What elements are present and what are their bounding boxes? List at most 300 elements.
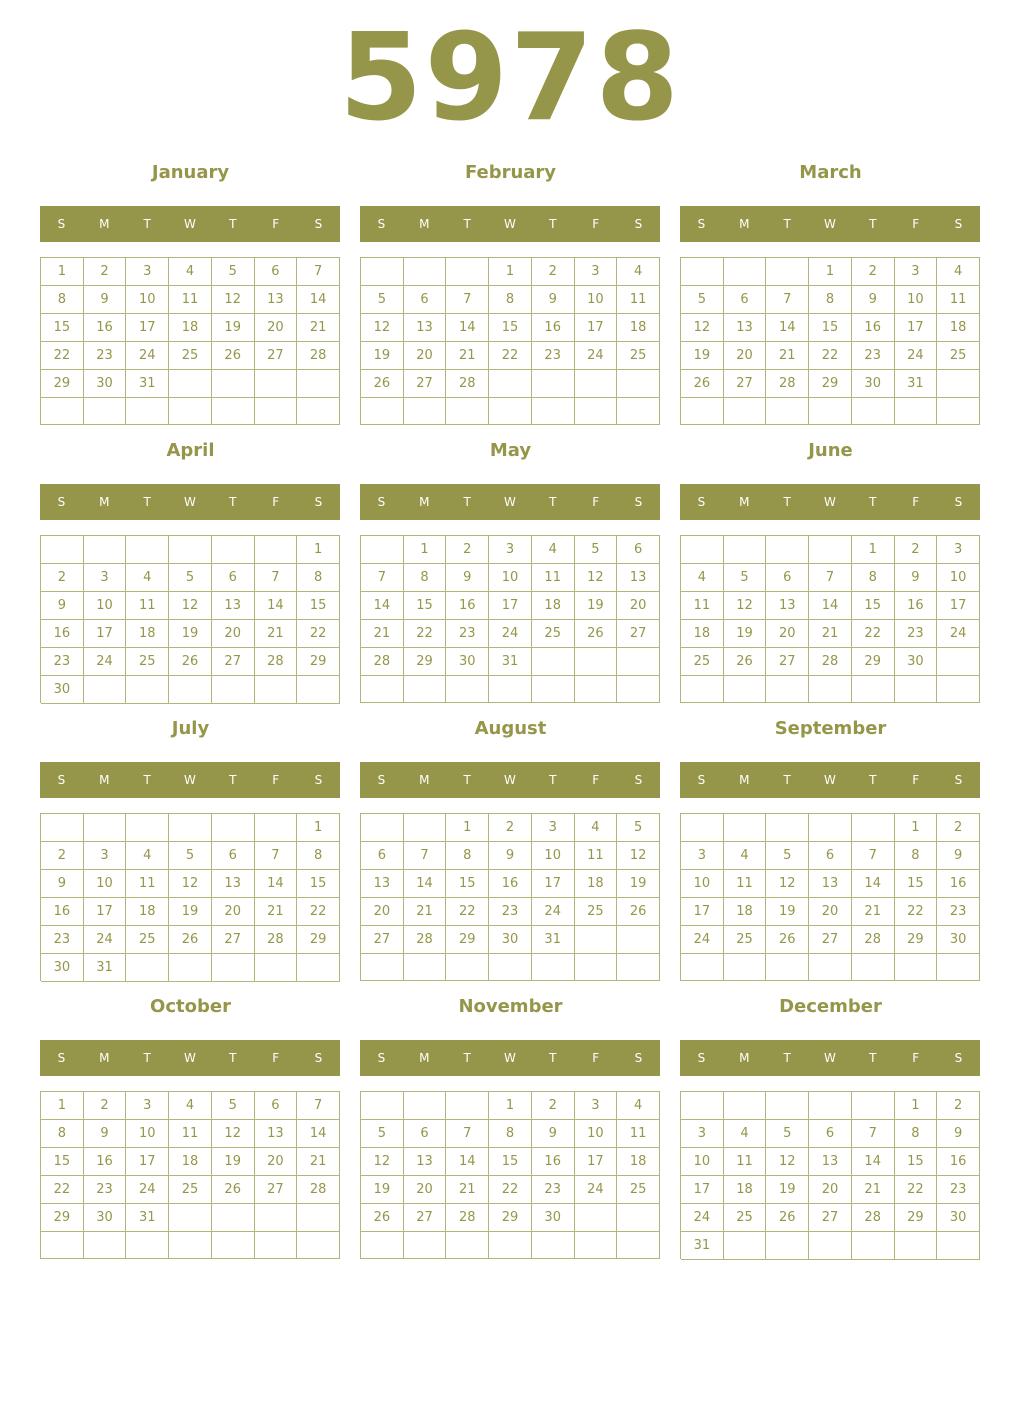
day-cell: 30 <box>937 926 980 954</box>
day-cell <box>852 1232 895 1260</box>
day-cell <box>575 370 618 398</box>
day-cell: 8 <box>852 564 895 592</box>
weekday-label: T <box>549 217 557 231</box>
day-cell <box>895 398 938 425</box>
day-cell: 11 <box>126 592 169 620</box>
day-cell: 20 <box>255 314 298 342</box>
day-cell: 10 <box>681 870 724 898</box>
day-cell: 6 <box>212 564 255 592</box>
day-cell: 2 <box>937 814 980 842</box>
day-cell: 11 <box>575 842 618 870</box>
day-cell: 25 <box>617 1176 660 1204</box>
day-cell: 27 <box>617 620 660 648</box>
day-cell: 15 <box>41 1148 84 1176</box>
day-cell: 16 <box>41 620 84 648</box>
day-grid <box>360 535 660 703</box>
day-cell <box>617 676 660 703</box>
day-cell <box>255 954 298 982</box>
day-cell <box>84 398 127 425</box>
weekday-header-bar <box>40 484 340 520</box>
day-cell: 6 <box>404 1120 447 1148</box>
day-cell: 20 <box>404 342 447 370</box>
day-cell: 7 <box>361 564 404 592</box>
day-cell: 8 <box>297 564 340 592</box>
day-cell: 2 <box>41 842 84 870</box>
day-cell: 6 <box>809 842 852 870</box>
day-cell: 25 <box>532 620 575 648</box>
day-cell: 31 <box>126 370 169 398</box>
day-cell <box>361 954 404 981</box>
day-cell <box>617 954 660 981</box>
day-cell: 17 <box>681 898 724 926</box>
day-cell: 5 <box>212 1092 255 1120</box>
day-cell: 22 <box>297 898 340 926</box>
day-cell: 5 <box>617 814 660 842</box>
day-cell: 4 <box>724 1120 767 1148</box>
weekday-label: W <box>504 773 516 787</box>
day-cell: 21 <box>404 898 447 926</box>
day-cell <box>169 370 212 398</box>
day-cell <box>446 1092 489 1120</box>
weekday-label: W <box>184 1051 196 1065</box>
day-cell: 7 <box>852 1120 895 1148</box>
day-cell <box>895 1232 938 1260</box>
day-cell: 16 <box>937 870 980 898</box>
day-cell <box>169 536 212 564</box>
day-cell <box>681 536 724 564</box>
day-cell: 25 <box>681 648 724 676</box>
weekday-label: T <box>229 773 237 787</box>
day-cell: 24 <box>681 1204 724 1232</box>
day-cell: 22 <box>852 620 895 648</box>
day-cell: 21 <box>255 620 298 648</box>
day-cell <box>575 398 618 425</box>
day-cell <box>212 1204 255 1232</box>
day-cell: 29 <box>41 370 84 398</box>
weekday-label: T <box>869 495 877 509</box>
day-cell: 5 <box>724 564 767 592</box>
day-cell: 12 <box>361 1148 404 1176</box>
day-cell <box>937 370 980 398</box>
day-cell: 22 <box>446 898 489 926</box>
day-cell: 5 <box>361 1120 404 1148</box>
day-cell: 6 <box>617 536 660 564</box>
day-cell <box>255 676 298 704</box>
weekday-label: S <box>314 1051 323 1065</box>
day-cell: 12 <box>169 870 212 898</box>
day-cell: 27 <box>724 370 767 398</box>
day-cell: 2 <box>532 258 575 286</box>
day-cell <box>617 370 660 398</box>
day-cell: 3 <box>489 536 532 564</box>
day-grid <box>40 535 340 703</box>
day-cell: 4 <box>617 1092 660 1120</box>
day-cell: 28 <box>297 1176 340 1204</box>
day-cell: 5 <box>575 536 618 564</box>
day-cell <box>126 1232 169 1259</box>
weekday-label: W <box>184 495 196 509</box>
day-cell: 5 <box>766 842 809 870</box>
day-cell: 14 <box>361 592 404 620</box>
day-cell <box>532 1232 575 1259</box>
day-cell: 8 <box>895 1120 938 1148</box>
day-cell: 24 <box>84 926 127 954</box>
day-cell: 18 <box>724 898 767 926</box>
day-cell <box>361 1092 404 1120</box>
day-cell: 12 <box>169 592 212 620</box>
day-cell: 23 <box>446 620 489 648</box>
weekday-label: W <box>824 217 836 231</box>
weekday-label: S <box>697 773 706 787</box>
weekday-label: F <box>592 1051 600 1065</box>
day-cell <box>404 258 447 286</box>
day-cell: 17 <box>681 1176 724 1204</box>
day-cell: 5 <box>766 1120 809 1148</box>
day-cell <box>446 1232 489 1259</box>
day-cell: 4 <box>575 814 618 842</box>
day-cell: 27 <box>404 370 447 398</box>
weekday-label: S <box>57 773 66 787</box>
day-cell <box>489 676 532 703</box>
day-cell: 10 <box>126 1120 169 1148</box>
day-cell <box>724 1092 767 1120</box>
day-cell: 9 <box>489 842 532 870</box>
day-cell: 20 <box>809 898 852 926</box>
day-cell: 26 <box>575 620 618 648</box>
day-cell <box>212 536 255 564</box>
day-cell: 5 <box>169 564 212 592</box>
day-cell: 5 <box>169 842 212 870</box>
day-cell: 7 <box>255 842 298 870</box>
day-cell <box>681 398 724 425</box>
day-cell: 13 <box>617 564 660 592</box>
day-cell: 9 <box>532 286 575 314</box>
day-cell: 27 <box>212 926 255 954</box>
day-cell <box>937 676 980 703</box>
day-cell <box>84 814 127 842</box>
day-cell: 19 <box>766 1176 809 1204</box>
day-cell: 14 <box>297 1120 340 1148</box>
day-cell: 3 <box>532 814 575 842</box>
weekday-label: F <box>272 773 280 787</box>
day-cell: 20 <box>404 1176 447 1204</box>
day-cell <box>212 814 255 842</box>
day-cell: 17 <box>895 314 938 342</box>
day-cell: 17 <box>126 314 169 342</box>
day-cell <box>724 954 767 981</box>
day-cell: 2 <box>852 258 895 286</box>
day-cell <box>766 954 809 981</box>
day-cell: 22 <box>297 620 340 648</box>
day-cell: 25 <box>126 648 169 676</box>
day-cell: 21 <box>255 898 298 926</box>
day-cell: 22 <box>895 1176 938 1204</box>
weekday-label: W <box>184 773 196 787</box>
day-cell: 28 <box>255 926 298 954</box>
weekday-label: F <box>592 495 600 509</box>
weekday-header-bar <box>360 484 660 520</box>
day-cell: 24 <box>84 648 127 676</box>
day-cell: 6 <box>766 564 809 592</box>
month-name: December <box>779 996 882 1017</box>
day-cell: 17 <box>489 592 532 620</box>
day-cell: 30 <box>446 648 489 676</box>
day-cell <box>169 1232 212 1259</box>
weekday-label: T <box>463 1051 471 1065</box>
day-cell: 15 <box>895 1148 938 1176</box>
day-cell: 9 <box>532 1120 575 1148</box>
day-cell <box>489 1232 532 1259</box>
day-cell: 31 <box>681 1232 724 1260</box>
day-cell: 18 <box>617 1148 660 1176</box>
weekday-label: M <box>99 773 110 787</box>
day-cell: 14 <box>297 286 340 314</box>
month-name: May <box>489 440 532 461</box>
day-cell: 19 <box>766 898 809 926</box>
day-cell: 20 <box>361 898 404 926</box>
day-cell: 9 <box>446 564 489 592</box>
day-cell: 9 <box>895 564 938 592</box>
day-cell: 29 <box>297 926 340 954</box>
weekday-label: S <box>634 495 643 509</box>
day-cell: 27 <box>255 1176 298 1204</box>
day-cell <box>681 258 724 286</box>
day-cell: 30 <box>84 370 127 398</box>
day-cell <box>724 258 767 286</box>
day-cell: 30 <box>41 954 84 982</box>
day-cell: 31 <box>895 370 938 398</box>
day-cell: 6 <box>212 842 255 870</box>
month-name: February <box>464 162 557 183</box>
day-cell: 4 <box>681 564 724 592</box>
day-cell: 14 <box>446 1148 489 1176</box>
day-cell <box>809 1232 852 1260</box>
day-grid <box>360 257 660 425</box>
weekday-label: S <box>954 773 963 787</box>
day-cell <box>255 1232 298 1259</box>
weekday-label: S <box>954 1051 963 1065</box>
day-cell: 28 <box>766 370 809 398</box>
day-cell: 30 <box>895 648 938 676</box>
weekday-label: S <box>57 495 66 509</box>
day-cell: 10 <box>84 870 127 898</box>
day-cell: 2 <box>532 1092 575 1120</box>
day-cell <box>895 676 938 703</box>
day-cell: 6 <box>724 286 767 314</box>
day-cell: 30 <box>41 676 84 704</box>
day-cell: 10 <box>126 286 169 314</box>
day-cell <box>575 926 618 954</box>
day-cell: 4 <box>937 258 980 286</box>
day-cell: 3 <box>681 842 724 870</box>
day-cell: 29 <box>895 926 938 954</box>
day-cell <box>809 954 852 981</box>
day-cell: 27 <box>809 1204 852 1232</box>
day-cell: 13 <box>404 1148 447 1176</box>
day-cell <box>681 676 724 703</box>
day-cell <box>361 1232 404 1259</box>
day-cell <box>766 676 809 703</box>
day-cell: 10 <box>489 564 532 592</box>
day-cell <box>446 258 489 286</box>
weekday-label: F <box>912 217 920 231</box>
weekday-label: F <box>272 217 280 231</box>
weekday-label: F <box>592 217 600 231</box>
weekday-label: S <box>634 773 643 787</box>
day-cell <box>404 676 447 703</box>
day-cell: 8 <box>809 286 852 314</box>
weekday-label: T <box>549 773 557 787</box>
day-cell <box>532 370 575 398</box>
day-cell: 2 <box>84 1092 127 1120</box>
day-cell <box>126 814 169 842</box>
day-cell <box>895 954 938 981</box>
day-cell: 31 <box>84 954 127 982</box>
day-cell: 30 <box>84 1204 127 1232</box>
day-cell: 16 <box>84 1148 127 1176</box>
day-cell: 8 <box>41 286 84 314</box>
day-cell: 19 <box>681 342 724 370</box>
month-name: June <box>808 440 853 461</box>
day-cell: 13 <box>255 286 298 314</box>
day-cell: 1 <box>895 814 938 842</box>
day-cell: 25 <box>169 1176 212 1204</box>
day-cell: 13 <box>361 870 404 898</box>
day-cell: 21 <box>446 342 489 370</box>
day-cell: 15 <box>809 314 852 342</box>
day-cell: 7 <box>766 286 809 314</box>
day-cell: 12 <box>212 1120 255 1148</box>
weekday-label: S <box>314 773 323 787</box>
day-cell: 5 <box>212 258 255 286</box>
weekday-label: T <box>229 495 237 509</box>
day-cell <box>575 1204 618 1232</box>
day-cell: 8 <box>404 564 447 592</box>
weekday-label: T <box>229 217 237 231</box>
day-cell: 25 <box>126 926 169 954</box>
day-cell: 4 <box>617 258 660 286</box>
month-name: April <box>166 440 215 461</box>
day-cell: 16 <box>84 314 127 342</box>
weekday-label: W <box>504 1051 516 1065</box>
weekday-label: M <box>739 1051 750 1065</box>
day-cell: 10 <box>895 286 938 314</box>
weekday-label: S <box>954 217 963 231</box>
day-cell <box>809 814 852 842</box>
day-cell: 15 <box>446 870 489 898</box>
day-cell: 24 <box>575 1176 618 1204</box>
day-cell: 15 <box>489 314 532 342</box>
day-cell <box>766 1232 809 1260</box>
day-cell <box>169 398 212 425</box>
weekday-label: T <box>143 217 151 231</box>
day-cell: 7 <box>297 1092 340 1120</box>
day-cell: 28 <box>404 926 447 954</box>
day-cell: 18 <box>681 620 724 648</box>
day-cell: 21 <box>297 1148 340 1176</box>
weekday-label: T <box>783 1051 791 1065</box>
weekday-label: T <box>463 217 471 231</box>
day-cell: 28 <box>809 648 852 676</box>
day-cell: 21 <box>766 342 809 370</box>
day-cell <box>446 398 489 425</box>
day-cell: 7 <box>255 564 298 592</box>
day-cell <box>446 676 489 703</box>
day-cell <box>169 954 212 982</box>
weekday-label: S <box>314 495 323 509</box>
day-cell: 12 <box>766 1148 809 1176</box>
day-cell <box>766 258 809 286</box>
day-cell <box>126 536 169 564</box>
day-cell <box>84 1232 127 1259</box>
day-cell: 30 <box>937 1204 980 1232</box>
day-cell: 11 <box>724 870 767 898</box>
day-cell <box>681 954 724 981</box>
day-cell: 1 <box>809 258 852 286</box>
weekday-label: S <box>377 1051 386 1065</box>
day-cell: 23 <box>41 926 84 954</box>
month-july <box>40 718 341 982</box>
day-cell: 17 <box>575 314 618 342</box>
day-cell: 22 <box>41 342 84 370</box>
day-cell: 21 <box>809 620 852 648</box>
day-cell: 1 <box>41 258 84 286</box>
day-cell: 6 <box>361 842 404 870</box>
day-cell: 16 <box>446 592 489 620</box>
day-cell <box>361 814 404 842</box>
day-cell <box>809 1092 852 1120</box>
weekday-label: M <box>419 1051 430 1065</box>
day-cell: 4 <box>126 842 169 870</box>
day-cell: 28 <box>852 926 895 954</box>
day-cell: 12 <box>575 564 618 592</box>
weekday-header-bar <box>680 484 980 520</box>
day-cell: 25 <box>724 1204 767 1232</box>
day-cell: 8 <box>41 1120 84 1148</box>
day-cell: 8 <box>446 842 489 870</box>
day-cell: 20 <box>809 1176 852 1204</box>
day-cell: 12 <box>681 314 724 342</box>
day-cell <box>724 676 767 703</box>
day-cell: 17 <box>532 870 575 898</box>
day-cell: 13 <box>724 314 767 342</box>
day-cell: 13 <box>404 314 447 342</box>
day-cell <box>617 1232 660 1259</box>
day-cell <box>361 398 404 425</box>
day-cell: 11 <box>169 1120 212 1148</box>
day-cell <box>297 1204 340 1232</box>
day-cell: 19 <box>212 314 255 342</box>
day-cell: 12 <box>617 842 660 870</box>
weekday-label: W <box>824 1051 836 1065</box>
month-november <box>360 996 661 1260</box>
weekday-label: S <box>697 1051 706 1065</box>
day-cell: 13 <box>766 592 809 620</box>
day-grid <box>360 813 660 981</box>
day-cell <box>852 814 895 842</box>
month-name: August <box>474 718 547 739</box>
day-cell: 13 <box>212 870 255 898</box>
day-cell: 30 <box>852 370 895 398</box>
day-cell <box>937 954 980 981</box>
month-december <box>680 996 981 1260</box>
day-cell <box>84 676 127 704</box>
day-cell: 28 <box>255 648 298 676</box>
day-cell <box>681 814 724 842</box>
day-cell: 26 <box>169 926 212 954</box>
weekday-label: S <box>57 217 66 231</box>
day-cell: 18 <box>169 1148 212 1176</box>
